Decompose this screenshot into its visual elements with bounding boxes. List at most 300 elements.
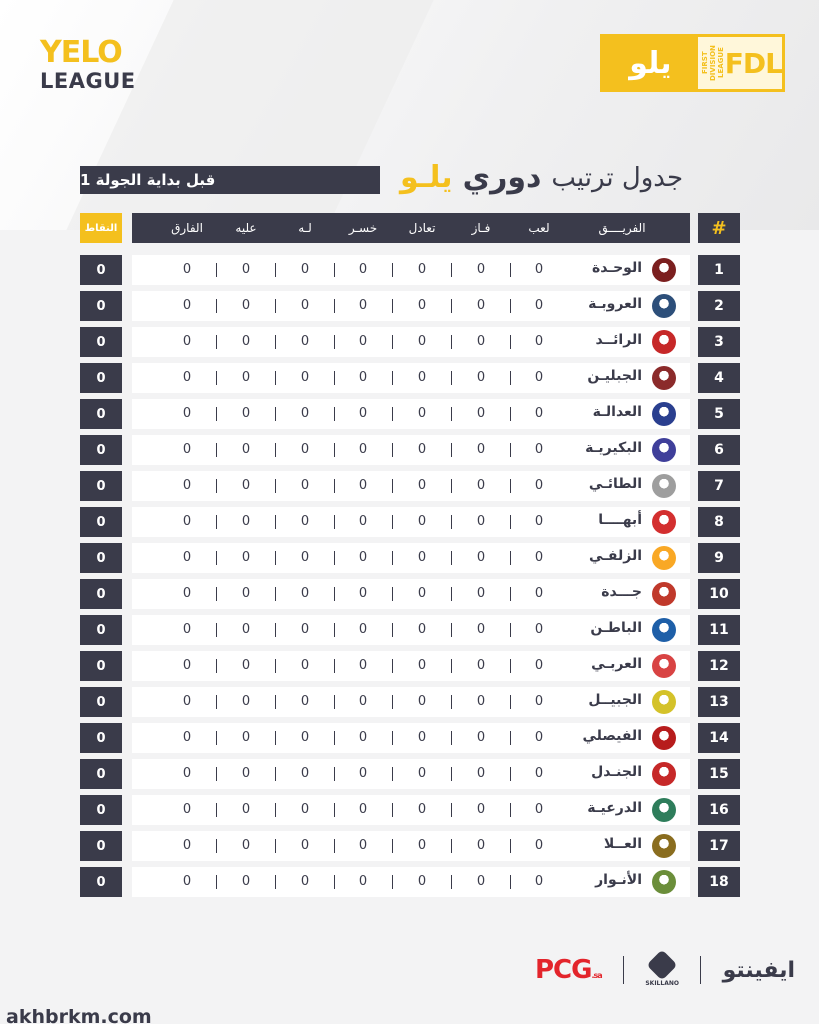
team-against: 0 xyxy=(241,478,251,493)
team-stats xyxy=(132,327,690,357)
team-rank: 5 xyxy=(698,399,740,429)
fdl-letters: FDL xyxy=(724,46,782,80)
column-separator xyxy=(275,731,276,745)
team-played: 0 xyxy=(534,262,544,277)
pcg-logo xyxy=(535,955,602,985)
team-played: 0 xyxy=(534,586,544,601)
team-stats xyxy=(132,867,690,897)
team-won: 0 xyxy=(476,550,486,565)
team-lost: 0 xyxy=(358,730,368,745)
team-drawn: 0 xyxy=(417,730,427,745)
column-separator xyxy=(451,731,452,745)
header-lost: خسـر xyxy=(348,221,378,235)
table-row xyxy=(80,543,740,573)
column-separator xyxy=(334,335,335,349)
team-logo-icon xyxy=(652,510,676,534)
team-lost: 0 xyxy=(358,298,368,313)
header-team: الفريــــق xyxy=(598,221,646,235)
table-row xyxy=(80,759,740,789)
team-won: 0 xyxy=(476,586,486,601)
team-played: 0 xyxy=(534,802,544,817)
skillano-logo-text: SKILLANO xyxy=(645,979,679,987)
column-separator xyxy=(510,479,511,493)
column-separator xyxy=(510,551,511,565)
team-against: 0 xyxy=(241,622,251,637)
team-won: 0 xyxy=(476,478,486,493)
header-for: لـه xyxy=(298,221,312,235)
column-separator xyxy=(334,551,335,565)
column-separator xyxy=(510,263,511,277)
team-lost: 0 xyxy=(358,658,368,673)
team-name: الوحـدة xyxy=(591,260,642,276)
team-lost: 0 xyxy=(358,622,368,637)
column-separator xyxy=(392,875,393,889)
team-drawn: 0 xyxy=(417,514,427,529)
column-separator xyxy=(451,623,452,637)
team-played: 0 xyxy=(534,298,544,313)
team-rank: 6 xyxy=(698,435,740,465)
team-diff: 0 xyxy=(182,694,192,709)
team-drawn: 0 xyxy=(417,442,427,457)
team-points: 0 xyxy=(80,471,122,501)
team-rank: 14 xyxy=(698,723,740,753)
team-for: 0 xyxy=(300,370,310,385)
column-separator xyxy=(275,695,276,709)
team-lost: 0 xyxy=(358,838,368,853)
team-diff: 0 xyxy=(182,802,192,817)
column-separator xyxy=(275,875,276,889)
team-name: العروبـة xyxy=(588,296,642,312)
team-drawn: 0 xyxy=(417,370,427,385)
team-drawn: 0 xyxy=(417,874,427,889)
team-rank: 9 xyxy=(698,543,740,573)
team-logo-icon xyxy=(652,582,676,606)
team-name: الجنـدل xyxy=(591,764,642,780)
column-separator xyxy=(334,623,335,637)
team-against: 0 xyxy=(241,550,251,565)
column-separator xyxy=(334,407,335,421)
column-separator xyxy=(275,803,276,817)
column-separator xyxy=(275,839,276,853)
team-points: 0 xyxy=(80,255,122,285)
team-for: 0 xyxy=(300,406,310,421)
fdl-arabic-text: يلو xyxy=(603,37,698,89)
team-logo-icon xyxy=(652,438,676,462)
column-separator xyxy=(451,443,452,457)
team-points: 0 xyxy=(80,795,122,825)
table-body xyxy=(80,255,740,903)
team-won: 0 xyxy=(476,658,486,673)
column-separator xyxy=(275,479,276,493)
team-stats xyxy=(132,399,690,429)
team-lost: 0 xyxy=(358,874,368,889)
team-diff: 0 xyxy=(182,478,192,493)
team-points: 0 xyxy=(80,399,122,429)
column-separator xyxy=(451,263,452,277)
column-separator xyxy=(392,515,393,529)
team-won: 0 xyxy=(476,298,486,313)
team-lost: 0 xyxy=(358,766,368,781)
footer-divider xyxy=(623,956,624,984)
column-separator xyxy=(334,515,335,529)
table-header-row xyxy=(80,213,740,243)
table-row xyxy=(80,291,740,321)
team-points: 0 xyxy=(80,435,122,465)
team-rank: 1 xyxy=(698,255,740,285)
column-separator xyxy=(275,371,276,385)
column-separator xyxy=(451,803,452,817)
team-against: 0 xyxy=(241,658,251,673)
team-diff: 0 xyxy=(182,766,192,781)
team-name: جـــدة xyxy=(601,584,642,600)
table-row xyxy=(80,435,740,465)
team-for: 0 xyxy=(300,622,310,637)
team-for: 0 xyxy=(300,586,310,601)
team-stats xyxy=(132,363,690,393)
team-won: 0 xyxy=(476,874,486,889)
team-stats xyxy=(132,615,690,645)
team-points: 0 xyxy=(80,723,122,753)
column-separator xyxy=(275,623,276,637)
column-separator xyxy=(334,299,335,313)
column-separator xyxy=(216,623,217,637)
column-separator xyxy=(216,335,217,349)
header-stats xyxy=(132,213,690,243)
team-diff: 0 xyxy=(182,550,192,565)
team-stats xyxy=(132,291,690,321)
team-played: 0 xyxy=(534,334,544,349)
team-drawn: 0 xyxy=(417,802,427,817)
table-row xyxy=(80,399,740,429)
team-for: 0 xyxy=(300,442,310,457)
table-row xyxy=(80,831,740,861)
team-points: 0 xyxy=(80,831,122,861)
team-points: 0 xyxy=(80,615,122,645)
column-separator xyxy=(451,695,452,709)
table-row xyxy=(80,723,740,753)
team-against: 0 xyxy=(241,586,251,601)
team-played: 0 xyxy=(534,622,544,637)
team-lost: 0 xyxy=(358,694,368,709)
team-lost: 0 xyxy=(358,334,368,349)
header-won: فـاز xyxy=(471,221,491,235)
team-diff: 0 xyxy=(182,586,192,601)
team-name: الفيصلي xyxy=(582,728,642,744)
column-separator xyxy=(392,479,393,493)
column-separator xyxy=(334,443,335,457)
team-name: الدرعيـة xyxy=(587,800,642,816)
column-separator xyxy=(216,371,217,385)
column-separator xyxy=(216,695,217,709)
column-separator xyxy=(275,515,276,529)
team-rank: 12 xyxy=(698,651,740,681)
team-against: 0 xyxy=(241,730,251,745)
column-separator xyxy=(392,731,393,745)
team-name: العدالـة xyxy=(592,404,642,420)
team-against: 0 xyxy=(241,766,251,781)
team-rank: 13 xyxy=(698,687,740,717)
team-against: 0 xyxy=(241,370,251,385)
team-drawn: 0 xyxy=(417,694,427,709)
column-separator xyxy=(392,443,393,457)
team-rank: 15 xyxy=(698,759,740,789)
team-won: 0 xyxy=(476,442,486,457)
table-row xyxy=(80,363,740,393)
team-name: البكيريـة xyxy=(585,440,642,456)
team-name: العــلا xyxy=(603,836,642,852)
yelo-logo-text: YELO xyxy=(40,35,122,70)
column-separator xyxy=(451,839,452,853)
column-separator xyxy=(392,407,393,421)
column-separator xyxy=(510,299,511,313)
column-separator xyxy=(510,335,511,349)
team-won: 0 xyxy=(476,406,486,421)
column-separator xyxy=(216,479,217,493)
column-separator xyxy=(451,371,452,385)
column-separator xyxy=(216,263,217,277)
team-logo-icon xyxy=(652,546,676,570)
column-separator xyxy=(451,407,452,421)
team-name: الرائــد xyxy=(595,332,642,348)
team-logo-icon xyxy=(652,798,676,822)
team-rank: 2 xyxy=(698,291,740,321)
team-name: الجبليـن xyxy=(587,368,642,384)
team-rank: 10 xyxy=(698,579,740,609)
column-separator xyxy=(510,839,511,853)
column-separator xyxy=(392,263,393,277)
team-lost: 0 xyxy=(358,262,368,277)
team-points: 0 xyxy=(80,291,122,321)
column-separator xyxy=(216,803,217,817)
footer-divider xyxy=(700,956,701,984)
column-separator xyxy=(510,767,511,781)
column-separator xyxy=(216,875,217,889)
fdl-small-text: FIRST DIVISION LEAGUE xyxy=(700,45,725,81)
header-rank: # xyxy=(698,213,740,243)
team-won: 0 xyxy=(476,622,486,637)
team-diff: 0 xyxy=(182,838,192,853)
team-won: 0 xyxy=(476,838,486,853)
team-for: 0 xyxy=(300,298,310,313)
column-separator xyxy=(216,731,217,745)
header-drawn: تعادل xyxy=(408,221,436,235)
team-stats xyxy=(132,651,690,681)
team-won: 0 xyxy=(476,334,486,349)
team-stats xyxy=(132,831,690,861)
team-diff: 0 xyxy=(182,622,192,637)
team-drawn: 0 xyxy=(417,262,427,277)
team-diff: 0 xyxy=(182,262,192,277)
effinto-logo: ايفينتو xyxy=(722,957,795,983)
column-separator xyxy=(510,371,511,385)
column-separator xyxy=(451,767,452,781)
column-separator xyxy=(392,623,393,637)
column-separator xyxy=(216,767,217,781)
team-won: 0 xyxy=(476,262,486,277)
column-separator xyxy=(334,659,335,673)
column-separator xyxy=(334,587,335,601)
team-name: الباطـن xyxy=(590,620,642,636)
title-part-2: دوري xyxy=(462,160,542,195)
team-logo-icon xyxy=(652,834,676,858)
team-diff: 0 xyxy=(182,370,192,385)
team-drawn: 0 xyxy=(417,478,427,493)
team-against: 0 xyxy=(241,802,251,817)
column-separator xyxy=(275,299,276,313)
team-points: 0 xyxy=(80,759,122,789)
team-logo-icon xyxy=(652,618,676,642)
team-played: 0 xyxy=(534,694,544,709)
column-separator xyxy=(510,875,511,889)
column-separator xyxy=(510,515,511,529)
team-rank: 11 xyxy=(698,615,740,645)
team-name: الطائـي xyxy=(588,476,642,492)
column-separator xyxy=(275,767,276,781)
team-rank: 16 xyxy=(698,795,740,825)
team-points: 0 xyxy=(80,507,122,537)
team-won: 0 xyxy=(476,694,486,709)
table-row xyxy=(80,507,740,537)
team-for: 0 xyxy=(300,730,310,745)
team-drawn: 0 xyxy=(417,586,427,601)
team-logo-icon xyxy=(652,870,676,894)
team-won: 0 xyxy=(476,802,486,817)
pcg-logo-suffix: .sa xyxy=(591,971,602,980)
team-points: 0 xyxy=(80,579,122,609)
team-stats xyxy=(132,435,690,465)
team-played: 0 xyxy=(534,406,544,421)
title-part-1: جدول ترتيب xyxy=(551,162,684,193)
page-title xyxy=(400,155,740,200)
team-against: 0 xyxy=(241,442,251,457)
team-lost: 0 xyxy=(358,370,368,385)
team-rank: 7 xyxy=(698,471,740,501)
column-separator xyxy=(451,875,452,889)
column-separator xyxy=(451,335,452,349)
column-separator xyxy=(275,659,276,673)
column-separator xyxy=(334,767,335,781)
team-lost: 0 xyxy=(358,478,368,493)
column-separator xyxy=(334,479,335,493)
column-separator xyxy=(216,443,217,457)
column-separator xyxy=(510,623,511,637)
team-for: 0 xyxy=(300,658,310,673)
column-separator xyxy=(510,407,511,421)
table-row xyxy=(80,255,740,285)
column-separator xyxy=(392,299,393,313)
header-points: النقاط xyxy=(80,213,122,243)
team-logo-icon xyxy=(652,654,676,678)
column-separator xyxy=(216,551,217,565)
team-points: 0 xyxy=(80,867,122,897)
table-row xyxy=(80,795,740,825)
team-logo-icon xyxy=(652,474,676,498)
team-rank: 17 xyxy=(698,831,740,861)
team-lost: 0 xyxy=(358,550,368,565)
team-played: 0 xyxy=(534,874,544,889)
team-name: الزلفـي xyxy=(588,548,642,564)
round-subtitle: قبل بداية الجولة 1 xyxy=(80,166,380,194)
team-lost: 0 xyxy=(358,406,368,421)
column-separator xyxy=(275,443,276,457)
team-lost: 0 xyxy=(358,586,368,601)
team-stats xyxy=(132,723,690,753)
team-for: 0 xyxy=(300,478,310,493)
team-against: 0 xyxy=(241,298,251,313)
column-separator xyxy=(451,515,452,529)
team-played: 0 xyxy=(534,658,544,673)
team-for: 0 xyxy=(300,838,310,853)
team-won: 0 xyxy=(476,766,486,781)
column-separator xyxy=(392,335,393,349)
team-rank: 18 xyxy=(698,867,740,897)
team-played: 0 xyxy=(534,442,544,457)
league-logo-text: LEAGUE xyxy=(40,69,136,93)
table-row xyxy=(80,867,740,897)
team-drawn: 0 xyxy=(417,658,427,673)
column-separator xyxy=(275,263,276,277)
team-played: 0 xyxy=(534,478,544,493)
column-separator xyxy=(216,407,217,421)
team-rank: 4 xyxy=(698,363,740,393)
team-won: 0 xyxy=(476,730,486,745)
table-row xyxy=(80,651,740,681)
team-name: العربـي xyxy=(591,656,642,672)
column-separator xyxy=(216,299,217,313)
team-logo-icon xyxy=(652,690,676,714)
column-separator xyxy=(510,731,511,745)
team-against: 0 xyxy=(241,874,251,889)
team-for: 0 xyxy=(300,874,310,889)
skillano-icon xyxy=(647,949,678,980)
column-separator xyxy=(451,551,452,565)
column-separator xyxy=(275,335,276,349)
table-row xyxy=(80,579,740,609)
table-row xyxy=(80,471,740,501)
team-logo-icon xyxy=(652,294,676,318)
team-for: 0 xyxy=(300,262,310,277)
team-diff: 0 xyxy=(182,874,192,889)
team-logo-icon xyxy=(652,366,676,390)
team-against: 0 xyxy=(241,514,251,529)
skillano-logo xyxy=(645,954,679,987)
team-for: 0 xyxy=(300,514,310,529)
team-lost: 0 xyxy=(358,514,368,529)
team-against: 0 xyxy=(241,262,251,277)
column-separator xyxy=(510,659,511,673)
column-separator xyxy=(334,875,335,889)
column-separator xyxy=(451,479,452,493)
column-separator xyxy=(392,803,393,817)
column-separator xyxy=(451,659,452,673)
team-points: 0 xyxy=(80,363,122,393)
team-for: 0 xyxy=(300,766,310,781)
header-diff: الفارق xyxy=(171,221,203,235)
column-separator xyxy=(510,695,511,709)
team-name: الأنـوار xyxy=(595,872,642,888)
team-diff: 0 xyxy=(182,298,192,313)
team-for: 0 xyxy=(300,802,310,817)
team-played: 0 xyxy=(534,766,544,781)
column-separator xyxy=(510,443,511,457)
team-diff: 0 xyxy=(182,406,192,421)
team-points: 0 xyxy=(80,651,122,681)
header-against: عليه xyxy=(235,221,257,235)
column-separator xyxy=(334,263,335,277)
column-separator xyxy=(334,731,335,745)
team-name: أبهــــا xyxy=(598,512,642,528)
column-separator xyxy=(392,587,393,601)
